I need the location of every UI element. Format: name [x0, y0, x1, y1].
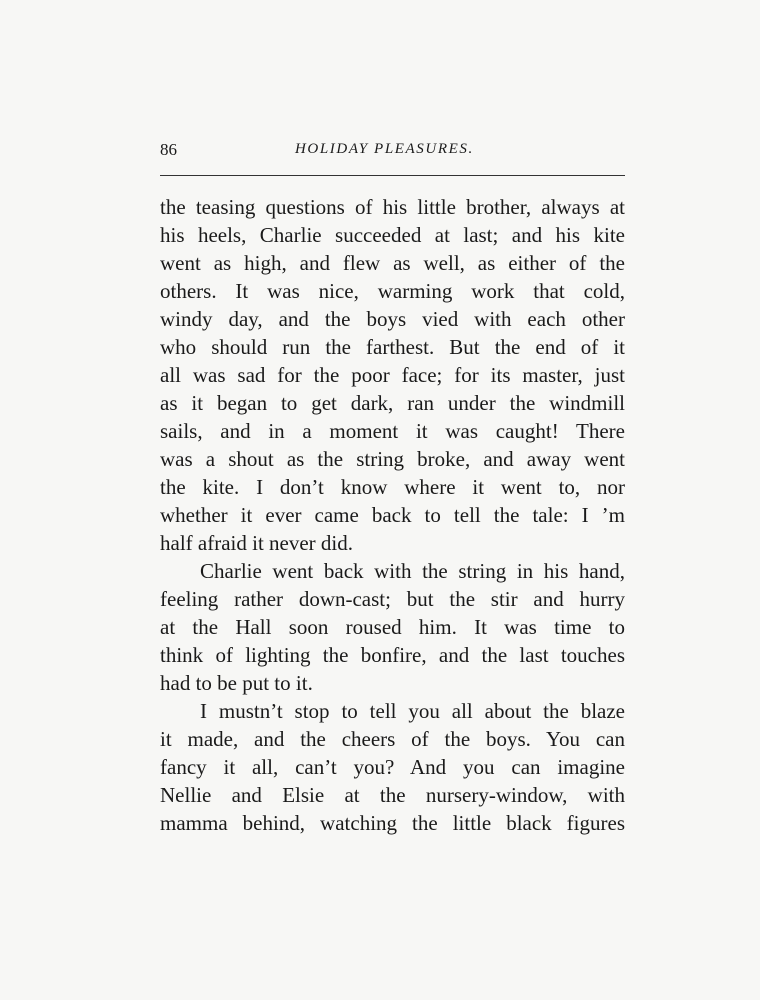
text-line: as it began to get dark, ran under the windmill — [160, 391, 625, 415]
text-line: fancy it all, can’t you? And you can imagine — [160, 755, 625, 779]
text-line: was a shout as the string broke, and away went — [160, 447, 625, 471]
text-line: think of lighting the bonfire, and the last touches — [160, 643, 625, 667]
text-line: at the Hall soon roused him. It was time to — [160, 615, 625, 639]
text-line: Nellie and Elsie at the nursery-window, with — [160, 783, 625, 807]
text-line: the teasing questions of his little brother, always at — [160, 195, 625, 219]
text-line: it made, and the cheers of the boys. You can — [160, 727, 625, 751]
page-number: 86 — [160, 140, 177, 159]
running-title: HOLIDAY PLEASURES. — [295, 141, 474, 157]
text-line: Charlie went back with the string in his hand, — [200, 559, 625, 583]
text-line: all was sad for the poor face; for its master, just — [160, 363, 625, 387]
text-line: mamma behind, watching the little black figures — [160, 811, 625, 835]
paragraph — [160, 697, 625, 837]
text-line: feeling rather down-cast; but the stir and hurry — [160, 587, 625, 611]
text-line: his heels, Charlie succeeded at last; and his kite — [160, 223, 625, 247]
text-line: sails, and in a moment it was caught! There — [160, 419, 625, 443]
paragraph — [160, 557, 625, 697]
text-line: went as high, and flew as well, as either of the — [160, 251, 625, 275]
text-line: windy day, and the boys vied with each other — [160, 307, 625, 331]
page-header — [160, 140, 625, 164]
text-line: who should run the farthest. But the end of it — [160, 335, 625, 359]
text-line: had to be put to it. — [160, 671, 313, 695]
body-text — [160, 193, 625, 837]
header-rule — [160, 175, 625, 176]
text-line: half afraid it never did. — [160, 531, 353, 555]
text-line: the kite. I don’t know where it went to, nor — [160, 475, 625, 499]
text-line: whether it ever came back to tell the tale: I ’m — [160, 503, 625, 527]
text-line: I mustn’t stop to tell you all about the blaze — [200, 699, 625, 723]
text-line: others. It was nice, warming work that cold, — [160, 279, 625, 303]
paragraph — [160, 193, 625, 557]
